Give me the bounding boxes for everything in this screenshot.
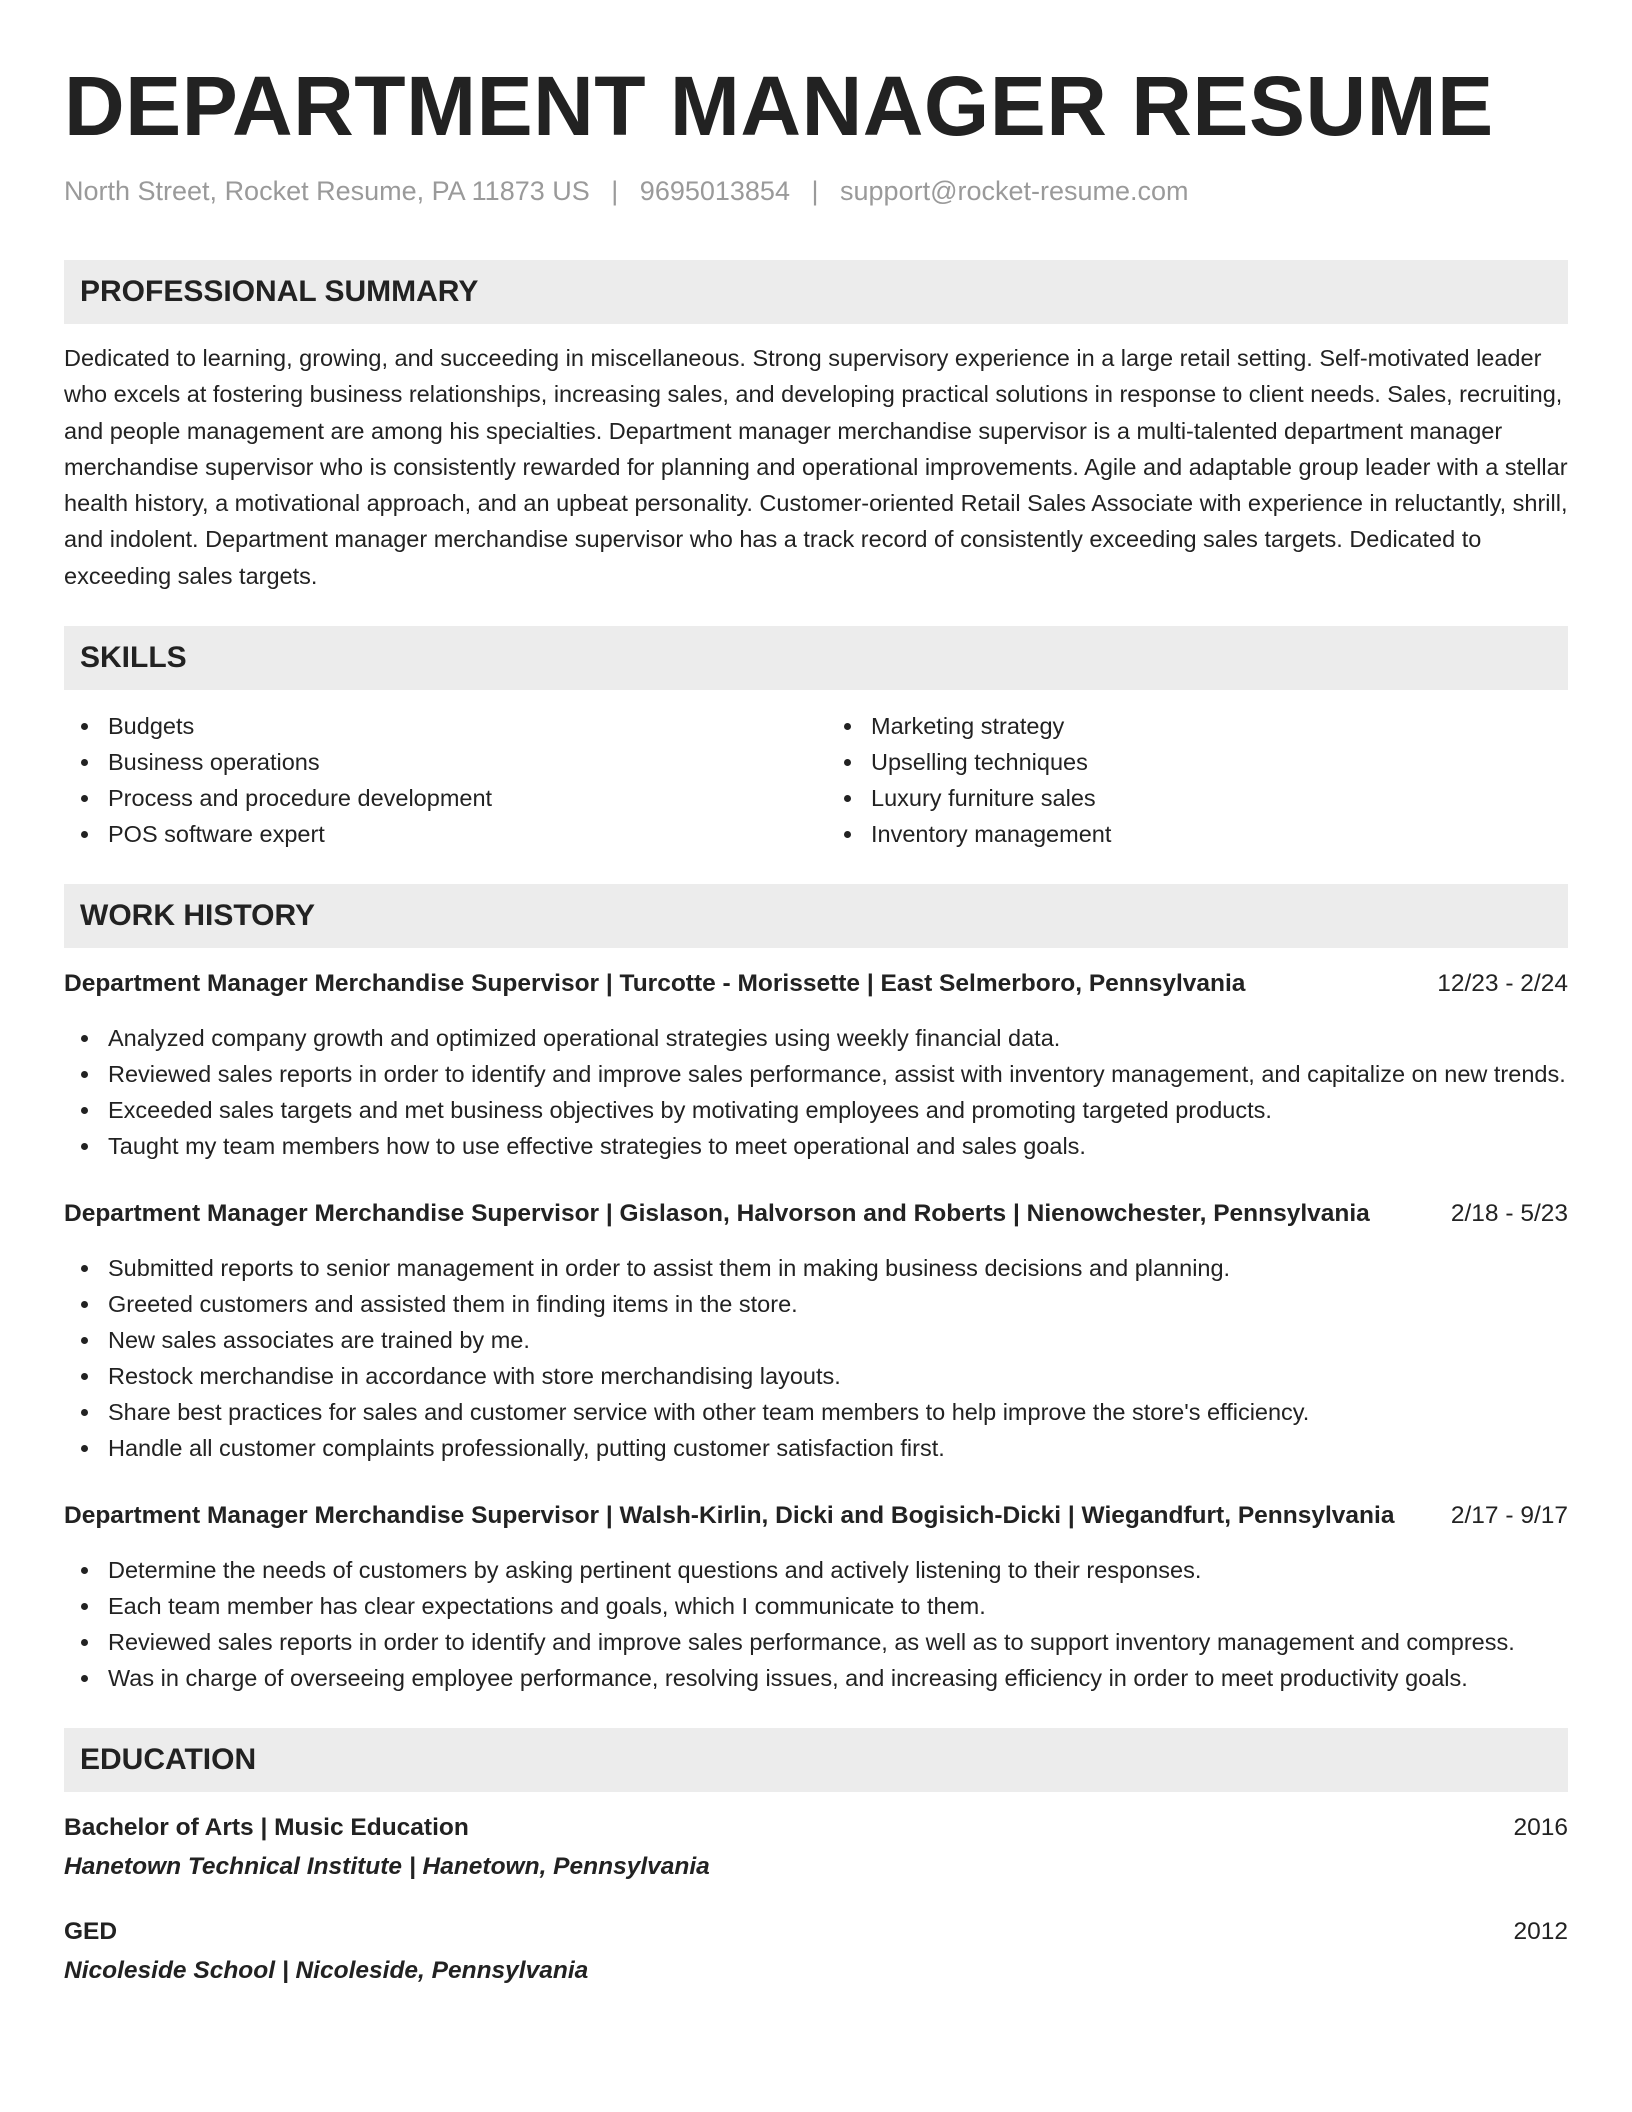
job-bullets <box>64 1020 1568 1164</box>
education-degree: Bachelor of Arts | Music Education <box>64 1814 469 1842</box>
job-bullet: Greeted customers and assisted them in finding items in the store. <box>64 1286 1568 1322</box>
job-dates: 2/18 - 5/23 <box>1450 1200 1568 1228</box>
contact-address: North Street, Rocket Resume, PA 11873 US <box>64 176 590 206</box>
education-school: Hanetown Technical Institute | Hanetown, Pennsylvania <box>64 1853 710 1881</box>
job-bullet: Share best practices for sales and customer service with other team members to help improve the store's efficiency. <box>64 1394 1568 1430</box>
skill-item: Business operations <box>64 744 805 780</box>
education-heading: EDUCATION <box>64 1728 1568 1792</box>
job-bullet: Exceeded sales targets and met business objectives by motivating employees and promoting targeted products. <box>64 1092 1568 1128</box>
job-entry <box>64 1196 1568 1466</box>
job-bullets <box>64 1552 1568 1696</box>
job-bullet: Submitted reports to senior management in order to assist them in making business decisions and planning. <box>64 1250 1568 1286</box>
contact-line <box>64 174 1568 208</box>
job-bullet: Determine the needs of customers by asking pertinent questions and actively listening to their responses. <box>64 1552 1568 1588</box>
resume-content <box>64 58 1568 1988</box>
job-bullet: Analyzed company growth and optimized operational strategies using weekly financial data. <box>64 1020 1568 1056</box>
job-bullet: Each team member has clear expectations and goals, which I communicate to them. <box>64 1588 1568 1624</box>
skill-item: Marketing strategy <box>827 708 1568 744</box>
skills-left-column <box>64 708 805 852</box>
job-header <box>64 1498 1568 1534</box>
contact-email: support@rocket-resume.com <box>840 176 1189 206</box>
job-bullet: Restock merchandise in accordance with store merchandising layouts. <box>64 1358 1568 1394</box>
skill-item: Inventory management <box>827 816 1568 852</box>
work-history-heading: WORK HISTORY <box>64 884 1568 948</box>
education-year: 2012 <box>1513 1918 1568 1946</box>
job-bullet: Handle all customer complaints professionally, putting customer satisfaction first. <box>64 1430 1568 1466</box>
skills-right-column <box>827 708 1568 852</box>
job-title: Department Manager Merchandise Supervisor | Walsh-Kirlin, Dicki and Bogisich-Dicki | Wiegandfurt, Pennsylvania <box>64 1502 1395 1530</box>
job-dates: 12/23 - 2/24 <box>1437 970 1568 998</box>
skills-heading: SKILLS <box>64 626 1568 690</box>
education-entry <box>64 1914 1568 1988</box>
skill-item: Luxury furniture sales <box>827 780 1568 816</box>
contact-separator: | <box>811 176 819 206</box>
job-bullet: Reviewed sales reports in order to identify and improve sales performance, assist with inventory management, and capitalize on new trends. <box>64 1056 1568 1092</box>
job-bullets <box>64 1250 1568 1466</box>
job-bullet: New sales associates are trained by me. <box>64 1322 1568 1358</box>
skill-item: Upselling techniques <box>827 744 1568 780</box>
education-school: Nicoleside School | Nicoleside, Pennsylvania <box>64 1957 589 1985</box>
job-title: Department Manager Merchandise Supervisor | Gislason, Halvorson and Roberts | Nienowchester, Pennsylvania <box>64 1200 1370 1228</box>
skills-grid <box>64 708 1568 852</box>
education-header <box>64 1810 1568 1846</box>
job-header <box>64 966 1568 1002</box>
skill-item: POS software expert <box>64 816 805 852</box>
job-entry <box>64 1498 1568 1696</box>
skill-item: Process and procedure development <box>64 780 805 816</box>
education-header <box>64 1914 1568 1950</box>
job-header <box>64 1196 1568 1232</box>
education-year: 2016 <box>1513 1814 1568 1842</box>
education-degree: GED <box>64 1918 118 1946</box>
job-bullet: Taught my team members how to use effective strategies to meet operational and sales goals. <box>64 1128 1568 1164</box>
job-title: Department Manager Merchandise Supervisor | Turcotte - Morissette | East Selmerboro, Pennsylvania <box>64 970 1246 998</box>
summary-text: Dedicated to learning, growing, and succeeding in miscellaneous. Strong supervisory experience in a large retail setting. Self-motivated leader who excels at fostering business relationships, increasing sales, and developing practical solutions in response to client needs. Sales, recruiting, and people management are among his specialties. Department manager merchandise supervisor is a multi-talented department manager merchandise supervisor who is consistently rewarded for planning and operational improvements. Agile and adaptable group leader with a stellar health history, a motivational approach, and an upbeat personality. Customer-oriented Retail Sales Associate with experience in reluctantly, shrill, and indolent. Department manager merchandise supervisor who has a track record of consistently exceeding sales targets. Dedicated to exceeding sales targets. <box>64 345 1568 589</box>
job-bullet: Was in charge of overseeing employee performance, resolving issues, and increasing efficiency in order to meet productivity goals. <box>64 1660 1568 1696</box>
job-bullet: Reviewed sales reports in order to identify and improve sales performance, as well as to support inventory management and compress. <box>64 1624 1568 1660</box>
summary-heading: PROFESSIONAL SUMMARY <box>64 260 1568 324</box>
contact-separator: | <box>611 176 619 206</box>
education-entry <box>64 1810 1568 1884</box>
resume-title: DEPARTMENT MANAGER RESUME <box>64 59 1494 153</box>
job-entry <box>64 966 1568 1164</box>
job-dates: 2/17 - 9/17 <box>1450 1502 1568 1530</box>
skill-item: Budgets <box>64 708 805 744</box>
contact-phone: 9695013854 <box>639 176 790 206</box>
